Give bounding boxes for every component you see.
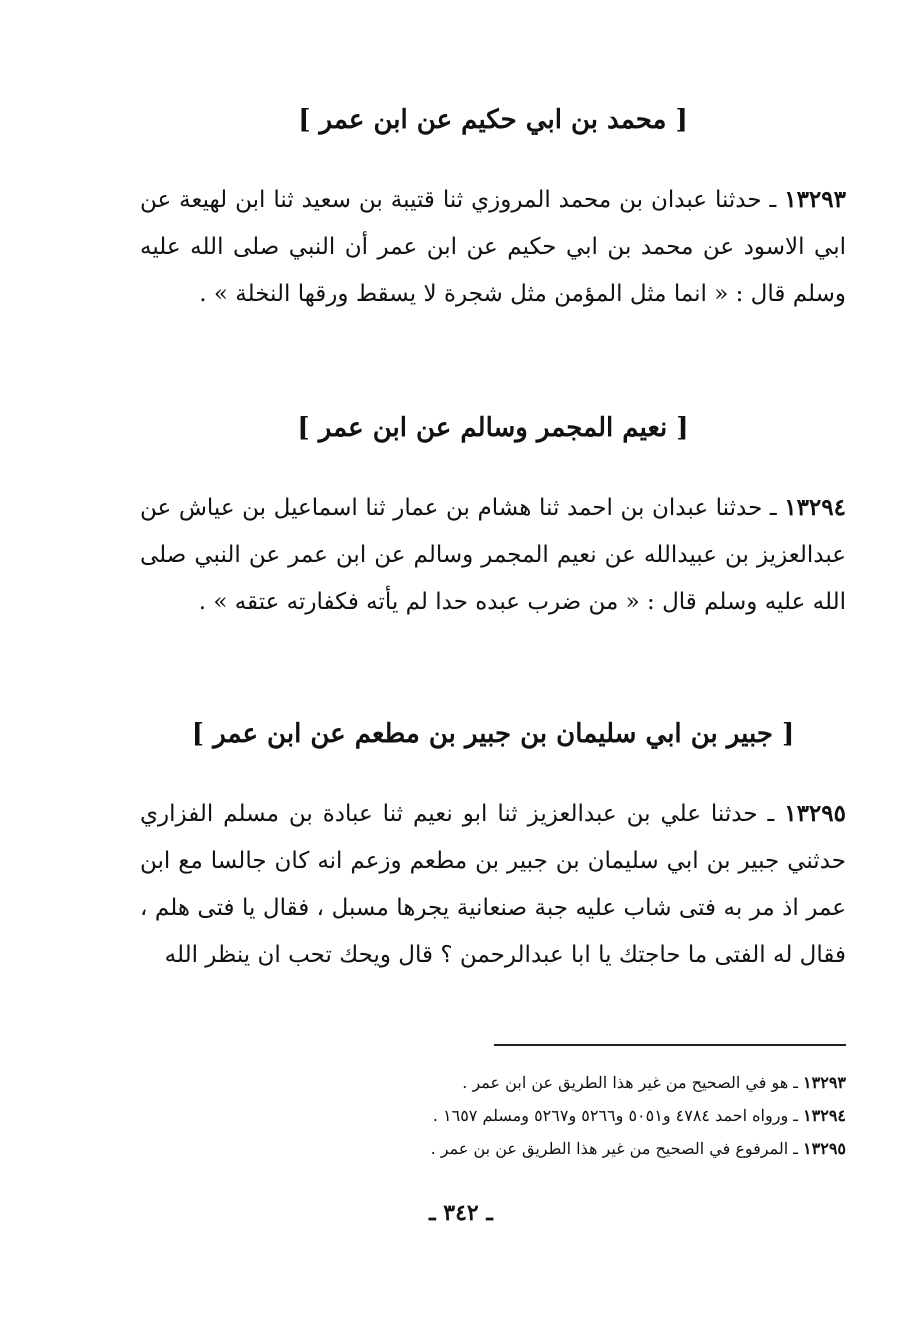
hadith-text: ـ حدثنا عبدان بن احمد ثنا هشام بن عمار ثنا اسماعيل بن عياش عن عبدالعزيز بن عبيدالله عن نعيم المجمر وسالم عن ابن عمر عن النبي صلى الله عليه وسلم قال : « من ضرب عبده حدا لم يأته فكفارته عتقه » . xyxy=(140,495,846,615)
hadith-paragraph-13294 xyxy=(140,484,846,626)
section-heading-2: [ نعيم المجمر وسالم عن ابن عمر ] xyxy=(297,413,689,443)
page-number: ـ ٣٤٢ ـ xyxy=(429,1200,493,1226)
footnote-number: ١٣٢٩٣ xyxy=(803,1073,846,1092)
footnote-separator xyxy=(494,1044,846,1046)
hadith-number: ١٣٢٩٤ xyxy=(784,494,846,521)
hadith-paragraph-13293 xyxy=(140,176,846,318)
footnote-text: ـ ورواه احمد ٤٧٨٤ و٥٠٥١ و٥٢٦٦ و٥٢٦٧ ومسلم ١٦٥٧ . xyxy=(432,1106,804,1125)
hadith-number: ١٣٢٩٥ xyxy=(784,800,846,827)
hadith-text: ـ حدثنا عبدان بن محمد المروزي ثنا قتيبة بن سعيد ثنا ابن لهيعة عن ابي الاسود عن محمد بن ابي حكيم عن ابن عمر أن النبي صلى الله عليه وسلم قال : « انما مثل المؤمن مثل شجرة لا يسقط ورقها النخلة » . xyxy=(140,187,846,307)
footnotes xyxy=(140,1066,846,1165)
hadith-text: ـ حدثنا علي بن عبدالعزيز ثنا ابو نعيم ثنا عبادة بن مسلم الفزاري حدثني جبير بن ابي سليمان بن جبير بن مطعم وزعم انه كان جالسا مع ابن عمر اذ مر به فتى شاب عليه جبة صنعانية يجرها مسبل ، فقال يا فتى هلم ، فقال له الفتى ما حاجتك يا ابا عبدالرحمن ؟ قال ويحك تحب ان ينظر الله xyxy=(140,801,846,968)
section-heading-1: [ محمد بن ابي حكيم عن ابن عمر ] xyxy=(298,105,688,135)
footnote-number: ١٣٢٩٤ xyxy=(803,1106,846,1125)
footnote-13293 xyxy=(140,1066,846,1099)
footnote-number: ١٣٢٩٥ xyxy=(803,1139,846,1158)
footnote-text: ـ هو في الصحيح من غير هذا الطريق عن ابن عمر . xyxy=(462,1073,804,1092)
section-heading-3: [ جبير بن ابي سليمان بن جبير بن مطعم عن ابن عمر ] xyxy=(191,719,795,749)
hadith-paragraph-13295 xyxy=(140,790,846,979)
hadith-number: ١٣٢٩٣ xyxy=(784,186,846,213)
footnote-13294 xyxy=(140,1099,846,1132)
footnote-text: ـ المرفوع في الصحيح من غير هذا الطريق عن بن عمر . xyxy=(430,1139,804,1158)
footnote-13295 xyxy=(140,1132,846,1165)
